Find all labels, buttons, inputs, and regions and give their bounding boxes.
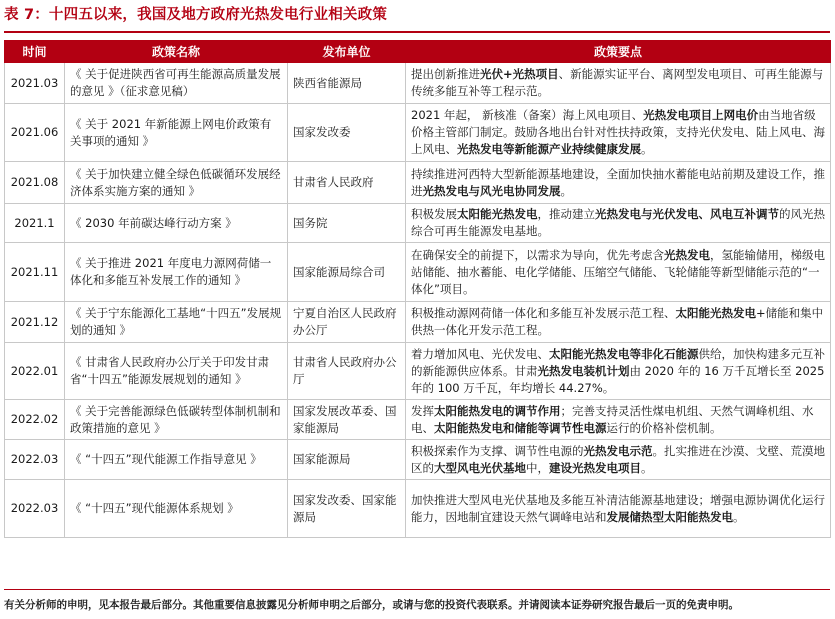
- table-row: [5, 302, 831, 343]
- table-body: [5, 63, 831, 538]
- text-segment: 。: [641, 142, 653, 156]
- cell-key-points: [406, 440, 831, 480]
- table-header-row: [5, 41, 831, 63]
- cell-policy-name: 《 关于 2021 年新能源上网电价政策有关事项的通知 》: [65, 104, 288, 162]
- cell-policy-name: 《 “十四五”现代能源工作指导意见 》: [65, 440, 288, 480]
- text-segment: 积极发展: [411, 207, 457, 221]
- table-caption: 表 7：十四五以来，我国及地方政府光热发电行业相关政策: [4, 7, 388, 23]
- cell-policy-name: 《 关于推进 2021 年度电力源网荷储一体化和多能互补发展工作的通知 》: [65, 243, 288, 302]
- text-segment: 在确保安全的前提下，以需求为导向，优先考虑含: [411, 247, 664, 262]
- highlighted-text: 光热发电等新能源产业持续健康发展: [457, 142, 641, 156]
- cell-time: 2022.01: [5, 343, 65, 400]
- cell-policy-name: 《 关于宁东能源化工基地“十四五”发展规划的通知 》: [65, 302, 288, 343]
- highlighted-text: 太阳能光热发电: [457, 207, 538, 221]
- cell-time: 2021.03: [5, 63, 65, 104]
- cell-time: 2021.12: [5, 302, 65, 343]
- column-header-key-points: 政策要点: [406, 41, 831, 63]
- highlighted-text: 发展储热型太阳能热发电: [606, 509, 733, 524]
- text-segment: 积极探索作为支撑、调节性电源的: [411, 443, 584, 458]
- highlighted-text: 光热发电项目上网电价: [643, 108, 759, 122]
- cell-issuer: 陕西省能源局: [288, 63, 406, 104]
- cell-key-points: [406, 162, 831, 204]
- text-segment: 着力增加风电、光伏发电、: [411, 346, 549, 361]
- cell-key-points: [406, 480, 831, 538]
- text-segment: +储能和集中供热一体化开发示范工程。: [411, 306, 824, 337]
- cell-key-points: [406, 302, 831, 343]
- table-row: [5, 343, 831, 400]
- text-segment: 运行的价格补偿机制。: [606, 420, 722, 435]
- text-segment: 。: [641, 460, 653, 475]
- column-header-time: 时间: [5, 41, 65, 63]
- text-segment: 的风光热综合可再生能源发电基地。: [411, 207, 825, 238]
- table-row: [5, 480, 831, 538]
- cell-time: 2021.1: [5, 204, 65, 243]
- highlighted-text: 太阳能热发电的调节作用: [434, 403, 561, 418]
- cell-time: 2022.03: [5, 440, 65, 480]
- table-row: [5, 63, 831, 104]
- cell-policy-name: 《 甘肃省人民政府办公厅关于印发甘肃省“十四五”能源发展规划的通知 》: [65, 343, 288, 400]
- cell-policy-name: 《 关于加快建立健全绿色低碳循环发展经济体系实施方案的通知 》: [65, 162, 288, 204]
- policy-table: [4, 40, 831, 538]
- table-row: [5, 400, 831, 440]
- text-segment: 。: [733, 509, 745, 524]
- text-segment: 。扎实推进在沙漠、戈壁、荒漠地区的: [411, 443, 825, 475]
- cell-key-points: [406, 243, 831, 302]
- table-row: [5, 162, 831, 204]
- highlighted-text: 大型风电光伏基地: [434, 460, 526, 475]
- cell-key-points: [406, 400, 831, 440]
- cell-issuer: 甘肃省人民政府办公厅: [288, 343, 406, 400]
- cell-issuer: 国家发改委: [288, 104, 406, 162]
- cell-policy-name: 《 关于促进陕西省可再生能源高质量发展的意见 》（征求意见稿）: [65, 63, 288, 104]
- cell-key-points: [406, 343, 831, 400]
- cell-issuer: 国务院: [288, 204, 406, 243]
- table-row: [5, 243, 831, 302]
- column-header-issuer: 发布单位: [288, 41, 406, 63]
- footer-divider: [4, 589, 830, 590]
- text-segment: ，氢能输储用，梯级电站储能、抽水蓄能、电化学储能、压缩空气储能、飞轮储能等新型储能示范的“一体化”项目。: [411, 247, 825, 296]
- cell-time: 2021.11: [5, 243, 65, 302]
- highlighted-text: 太阳能热发电和储能等调节性电源: [434, 420, 607, 435]
- cell-policy-name: 《 “十四五”现代能源体系规划 》: [65, 480, 288, 538]
- disclaimer-footer: 有关分析师的申明，见本报告最后部分。其他重要信息披露见分析师申明之后部分，或请与您的投资代表联系。并请阅读本证券研究报告最后一页的免责申明。: [4, 599, 739, 611]
- text-segment: 供给，加快构建多元互补的新能源供应体系。甘肃: [411, 346, 825, 378]
- cell-issuer: 国家发展改革委、国家能源局: [288, 400, 406, 440]
- text-segment: 由当地省级价格主管部门制定。鼓励各地出台针对性扶持政策，支持光伏发电、陆上风电、海上风电、: [411, 108, 825, 156]
- text-segment: 加快推进大型风电光伏基地及多能互补清洁能源基地建设；增强电源协调优化运行能力，因地制宜建设天然气调峰电站和: [411, 492, 825, 524]
- text-segment: 持续推进河西特大型新能源基地建设，全面加快抽水蓄能电站前期及建设工作，推进: [411, 166, 825, 198]
- cell-policy-name: 《 关于完善能源绿色低碳转型体制机制和政策措施的意见 》: [65, 400, 288, 440]
- highlighted-text: 光热发电: [664, 247, 710, 262]
- highlighted-text: 光伏+光热项目: [480, 67, 559, 81]
- cell-time: 2021.06: [5, 104, 65, 162]
- highlighted-text: 太阳能光热发电: [675, 306, 756, 320]
- caption-divider: [4, 31, 830, 33]
- cell-key-points: [406, 204, 831, 243]
- text-segment: ，推动建立: [537, 207, 595, 221]
- table-row: [5, 104, 831, 162]
- table-row: [5, 204, 831, 243]
- text-segment: 、新能源实证平台、离网型发电项目、可再生能源与传统多能互补等工程示范。: [411, 67, 824, 98]
- cell-issuer: 国家能源局: [288, 440, 406, 480]
- text-segment: 提出创新推进: [411, 67, 480, 81]
- cell-key-points: [406, 63, 831, 104]
- cell-issuer: 宁夏自治区人民政府办公厅: [288, 302, 406, 343]
- highlighted-text: 太阳能光热发电等非化石能源: [549, 346, 699, 361]
- cell-time: 2022.02: [5, 400, 65, 440]
- cell-issuer: 甘肃省人民政府: [288, 162, 406, 204]
- cell-issuer: 国家能源局综合司: [288, 243, 406, 302]
- cell-time: 2022.03: [5, 480, 65, 538]
- cell-time: 2021.08: [5, 162, 65, 204]
- text-segment: ；完善支持灵活性煤电机组、天然气调峰机组、水电、: [411, 403, 814, 435]
- cell-key-points: [406, 104, 831, 162]
- cell-issuer: 国家发改委、国家能源局: [288, 480, 406, 538]
- text-segment: 。: [560, 183, 572, 198]
- text-segment: 发挥: [411, 403, 434, 418]
- highlighted-text: 光热发电与风光电协同发展: [422, 183, 561, 198]
- highlighted-text: 光热发电装机计划: [537, 363, 630, 378]
- text-segment: 由 2020 年的 16 万千瓦增长至 2025 年的 100 万千瓦，年均增长 44.27%。: [411, 363, 825, 395]
- text-segment: 中，: [526, 460, 549, 475]
- table-row: [5, 440, 831, 480]
- text-segment: 2021 年起， 新核准（备案）海上风电项目、: [411, 108, 644, 122]
- column-header-policy-name: 政策名称: [65, 41, 288, 63]
- highlighted-text: 建设光热发电项目: [549, 460, 641, 475]
- text-segment: 积极推动源网荷储一体化和多能互补发展示范工程、: [411, 306, 676, 320]
- highlighted-text: 光热发电示范: [583, 443, 653, 458]
- highlighted-text: 光热发电与光伏发电、风电互补调节: [595, 207, 779, 221]
- cell-policy-name: 《 2030 年前碳达峰行动方案 》: [65, 204, 288, 243]
